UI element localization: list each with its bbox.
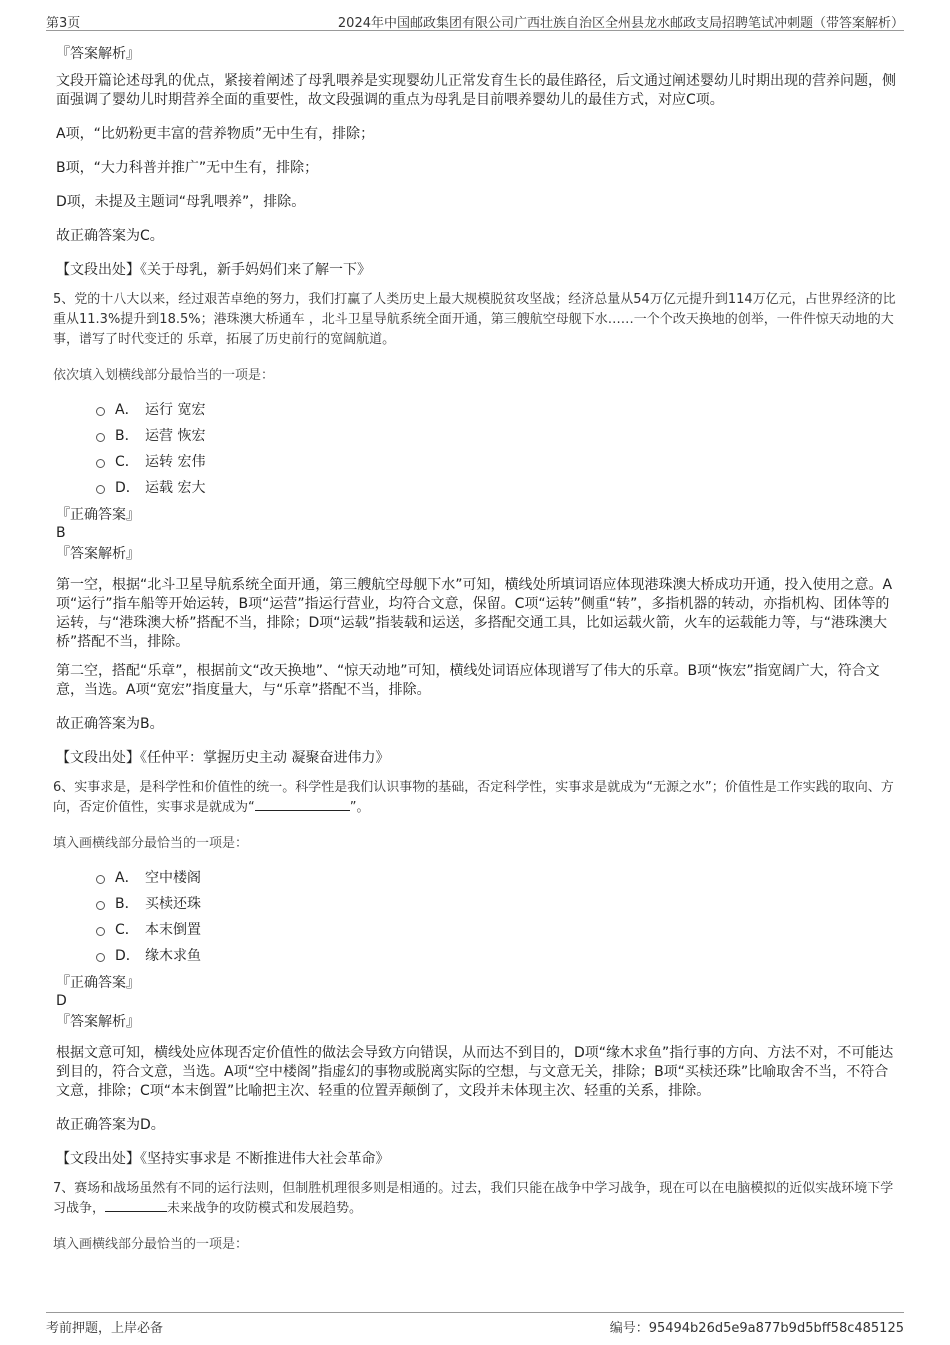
radio-icon[interactable]: [96, 485, 105, 494]
option-letter: A．: [115, 870, 139, 886]
radio-icon[interactable]: [96, 459, 105, 468]
q7-instruction: 填入画横线部分最恰当的一项是：: [53, 1237, 249, 1252]
q6-option-b[interactable]: [96, 890, 896, 916]
q5-answer: B: [56, 525, 66, 541]
q6-option-c[interactable]: [96, 916, 896, 942]
q5-option-d[interactable]: [96, 474, 896, 500]
option-letter: D．: [115, 948, 140, 964]
option-letter: C．: [115, 922, 139, 938]
q5-conclusion: 故正确答案为B。: [56, 716, 164, 732]
radio-icon[interactable]: [96, 433, 105, 442]
q5-question: 5、党的十八大以来，经过艰苦卓绝的努力，我们打赢了人类历史上最大规模脱贫攻坚战；经济总量从54万亿元提升到114万亿元，占世界经济的比重从11.3%提升到18.5%；港珠澳大桥通车 ，北斗卫星导航系统全面开通，第三艘航空母舰下水……一个个改天换地的创举，一件件惊天动地的大事，谱写了时代变迁的 乐章，拓展了历史前行的宽阔航道。: [53, 292, 896, 347]
page-header: [46, 8, 904, 31]
option-text: 运载 宏大: [145, 480, 206, 496]
q6-option-a[interactable]: [96, 864, 896, 890]
q5-analysis-1: 第一空，根据“北斗卫星导航系统全面开通，第三艘航空母舰下水”可知，横线处所填词语应体现港珠澳大桥成功开通，投入使用之意。A项“运行”指车船等开始运转，B项“运营”指运行营业，均符合文意，保留。C项“运转”侧重“转”，多指机器的转动，亦指机构、团体等的运转，与“港珠澳大桥”搭配不当，排除；D项“运载”指装载和运送，多搭配交通工具，比如运载火箭，火车的运载能力等，与“港珠澳大桥”搭配不当，排除。: [56, 577, 893, 650]
q5-options: [96, 396, 896, 500]
q5-option-a[interactable]: [96, 396, 896, 422]
footer-slogan: 考前押题，上岸必备: [46, 1321, 164, 1336]
page-footer: [46, 1312, 904, 1339]
q7-question-start: 7、赛场和战场虽然有不同的运行法则，但制胜机理很多则是相通的。过去，我们只能在战争中学习战争，现在可以在电脑模拟的近似实战环境下学习战争，: [53, 1181, 894, 1216]
q6-source: 【文段出处】《坚持实事求是 不断推进伟大社会革命》: [56, 1151, 390, 1167]
fill-blank: [255, 798, 350, 811]
q4-conclusion: 故正确答案为C。: [56, 228, 164, 244]
option-text: 运转 宏伟: [145, 454, 206, 470]
option-letter: D．: [115, 480, 140, 496]
q5-analysis-2: 第二空，搭配“乐章”，根据前文“改天换地”、“惊天动地”可知，横线处词语应体现谱写了伟大的乐章。B项“恢宏”指宽阔广大，符合文意，当选。A项“宽宏”指度量大，与“乐章”搭配不当，排除。: [56, 663, 880, 698]
q4-analysis-d: D项，未提及主题词“母乳喂养”，排除。: [56, 194, 306, 210]
document-title: 2024年中国邮政集团有限公司广西壮族自治区全州县龙水邮政支局招聘笔试冲刺题（带答案解析）: [337, 16, 904, 31]
option-letter: B．: [115, 428, 139, 444]
q6-answer-label: 『正确答案』: [56, 975, 140, 991]
q6-answer: D: [56, 993, 67, 1009]
option-text: 缘木求鱼: [145, 948, 201, 964]
option-letter: A．: [115, 402, 139, 418]
q4-analysis-text: 文段开篇论述母乳的优点，紧接着阐述了母乳喂养是实现婴幼儿正常发育生长的最佳路径，后文通过阐述婴幼儿时期出现的营养问题，侧面强调了婴幼儿时期营养全面的重要性，故文段强调的重点为母乳是目前喂养婴幼儿的最佳方式，对应C项。: [56, 73, 896, 108]
option-text: 买椟还珠: [145, 896, 201, 912]
radio-icon[interactable]: [96, 875, 105, 884]
q5-option-c[interactable]: [96, 448, 896, 474]
q6-conclusion: 故正确答案为D。: [56, 1117, 165, 1133]
q6-question-start: 6、实事求是，是科学性和价值性的统一。科学性是我们认识事物的基础，否定科学性，实事求是就成为“无源之水”；价值性是工作实践的取向、方向，否定价值性，实事求是就成为“: [53, 780, 894, 815]
q5-instruction: 依次填入划横线部分最恰当的一项是：: [53, 368, 275, 383]
q6-question-end: ”。: [349, 800, 370, 815]
option-letter: B．: [115, 896, 139, 912]
option-text: 空中楼阁: [145, 870, 201, 886]
page-number: 第3页: [46, 16, 81, 31]
radio-icon[interactable]: [96, 407, 105, 416]
option-text: 运行 宽宏: [145, 402, 206, 418]
q6-option-d[interactable]: [96, 942, 896, 968]
page-content: [53, 44, 896, 1255]
radio-icon[interactable]: [96, 927, 105, 936]
q5-option-b[interactable]: [96, 422, 896, 448]
radio-icon[interactable]: [96, 901, 105, 910]
q5-answer-label: 『正确答案』: [56, 507, 140, 523]
q7-question: [53, 1179, 896, 1219]
radio-icon[interactable]: [96, 953, 105, 962]
q4-analysis-a: A项，“比奶粉更丰富的营养物质”无中生有，排除；: [56, 126, 375, 142]
option-text: 运营 恢宏: [145, 428, 206, 444]
q6-question: [53, 778, 896, 818]
q6-analysis-label: 『答案解析』: [56, 1014, 140, 1030]
q5-source: 【文段出处】《任仲平：掌握历史主动 凝聚奋进伟力》: [56, 750, 390, 766]
q4-source: 【文段出处】《关于母乳，新手妈妈们来了解一下》: [56, 262, 371, 278]
fill-blank: [105, 1199, 167, 1212]
q6-analysis: 根据文意可知，横线处应体现否定价值性的做法会导致方向错误，从而达不到目的，D项“缘木求鱼”指行事的方向、方法不对，不可能达到目的，符合文意，当选。A项“空中楼阁”指虚幻的事物或脱离实际的空想，与文意无关，排除；B项“买椟还珠”比喻取舍不当，不符合文意，排除；C项“本末倒置”比喻把主次、轻重的位置弄颠倒了，文段并未体现主次、轻重的关系，排除。: [56, 1045, 894, 1099]
option-text: 本末倒置: [145, 922, 201, 938]
q6-instruction: 填入画横线部分最恰当的一项是：: [53, 836, 249, 851]
q5-analysis-label: 『答案解析』: [56, 546, 140, 562]
q4-analysis-label: 『答案解析』: [56, 46, 140, 62]
option-letter: C．: [115, 454, 139, 470]
q6-options: [96, 864, 896, 968]
q4-analysis-b: B项，“大力科普并推广”无中生有，排除；: [56, 160, 319, 176]
q7-question-end: 未来战争的攻防模式和发展趋势。: [167, 1201, 363, 1216]
document-id: 编号：95494b26d5e9a877b9d5bff58c485125: [609, 1321, 904, 1336]
